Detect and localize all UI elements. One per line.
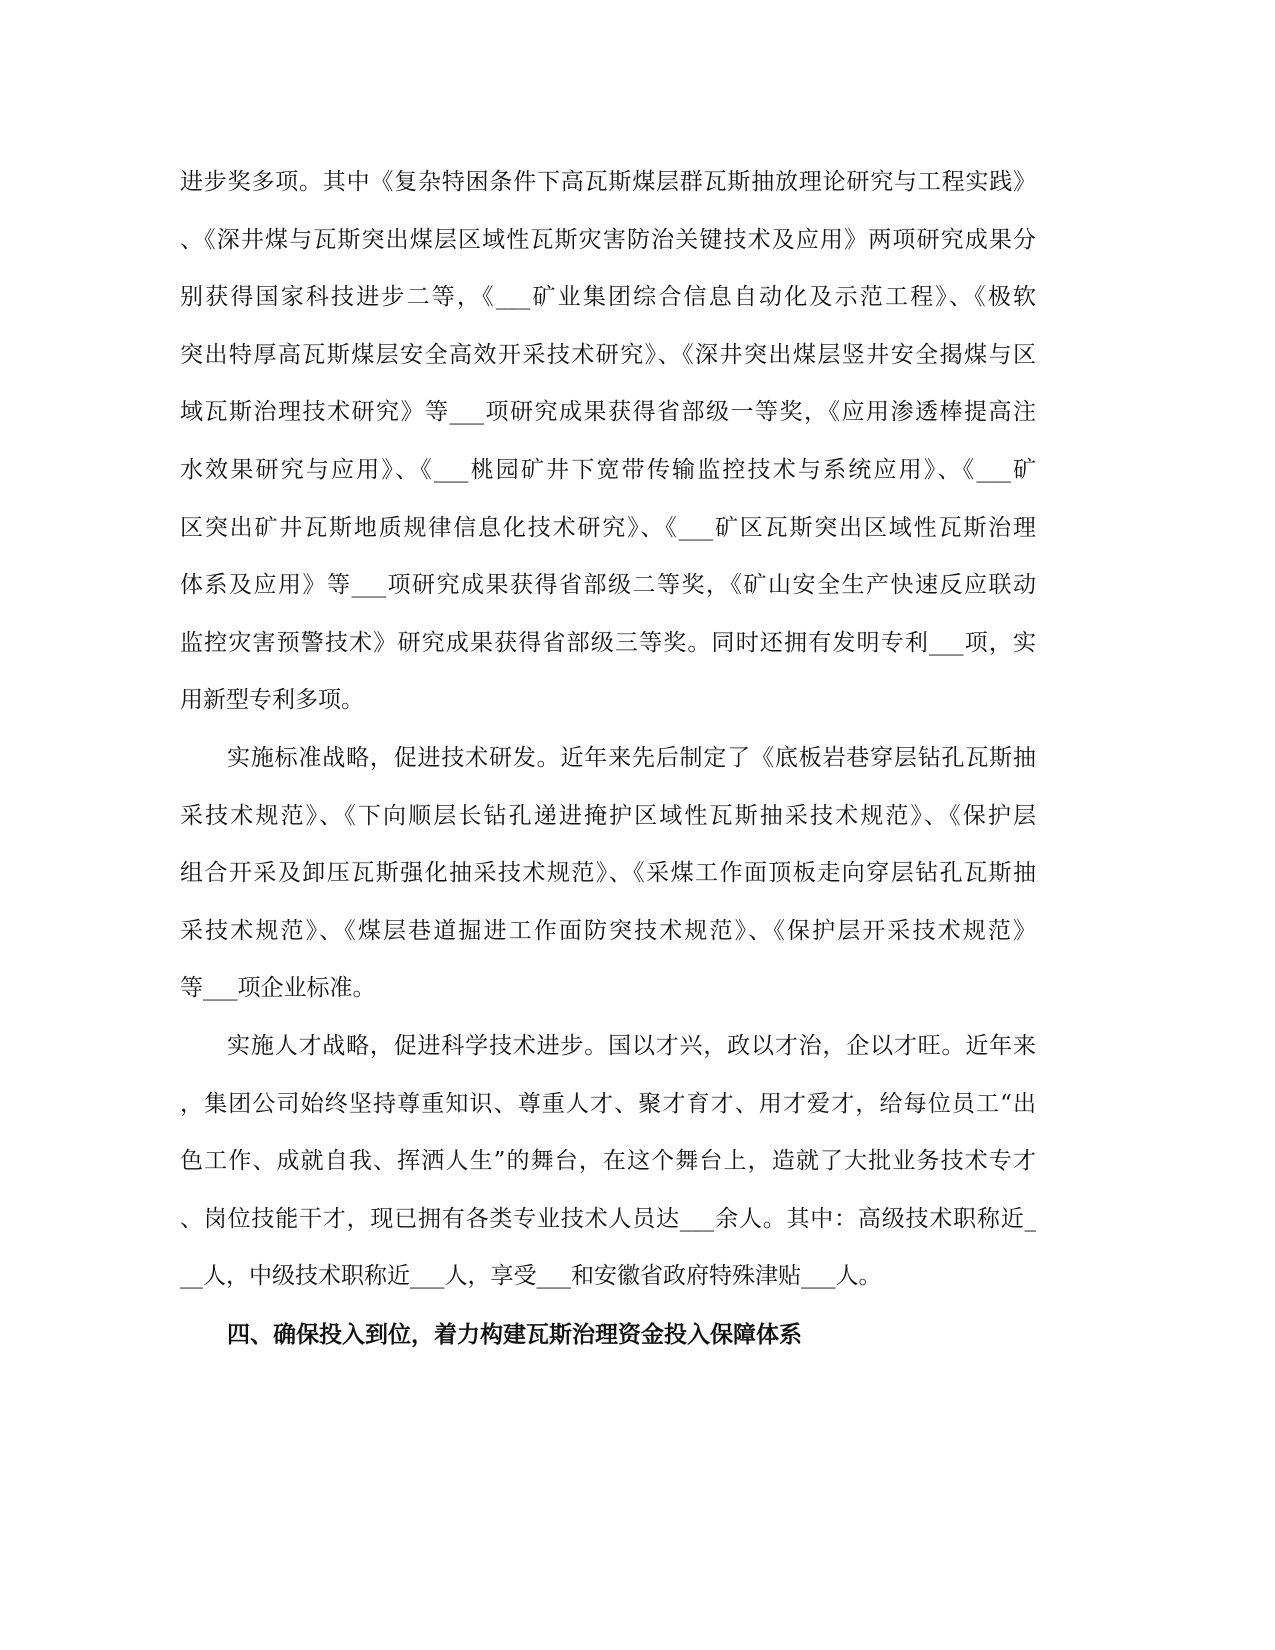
text-line: 进步奖多项。其中《复杂特困条件下高瓦斯煤层群瓦斯抽放理论研究与工程实践》 — [180, 169, 1036, 195]
text-line: 采技术规范》、《下向顺层长钻孔递进掩护区域性瓦斯抽采技术规范》、《保护层 — [180, 802, 1036, 829]
text-line: 突出特厚高瓦斯煤层安全高效开采技术研究》、《深井突出煤层竖井安全揭煤与区 — [180, 341, 1036, 368]
text-line: 实施人才战略，促进科学技术进步。国以才兴，政以才治，企以才旺。近年来 — [227, 1032, 1036, 1059]
text-line: 等___项企业标准。 — [180, 975, 376, 1002]
document-page — [180, 154, 1036, 1363]
text-line: 、《深井煤与瓦斯突出煤层区域性瓦斯灾害防治关键技术及应用》两项研究成果分 — [180, 226, 1036, 253]
paragraph-talent — [180, 1018, 1036, 1306]
text-line: __人，中级技术职称近___人，享受___和安徽省政府特殊津贴___人。 — [180, 1263, 882, 1290]
text-line: 域瓦斯治理技术研究》等___项研究成果获得省部级一等奖，《应用渗透棒提高注 — [180, 399, 1036, 426]
text-line: 、岗位技能干才，现已拥有各类专业技术人员达___余人。其中：高级技术职称近_ — [180, 1205, 1036, 1232]
text-line: 实施标准战略，促进技术研发。近年来先后制定了《底板岩巷穿层钻孔瓦斯抽 — [227, 744, 1036, 771]
paragraph-standards — [180, 730, 1036, 1018]
section-heading: 四、确保投入到位，着力构建瓦斯治理资金投入保障体系 — [227, 1320, 802, 1348]
text-line: 别获得国家科技进步二等，《___矿业集团综合信息自动化及示范工程》、《极软 — [180, 284, 1036, 311]
text-line: 组合开采及卸压瓦斯强化抽采技术规范》、《采煤工作面顶板走向穿层钻孔瓦斯抽 — [180, 860, 1036, 887]
paragraph-awards — [180, 154, 1036, 730]
text-line: 色工作、成就自我、挥洒人生”的舞台，在这个舞台上，造就了大批业务技术专才 — [180, 1148, 1036, 1175]
text-line: 水效果研究与应用》、《___桃园矿井下宽带传输监控技术与系统应用》、《___矿 — [180, 456, 1036, 483]
text-line: 体系及应用》等___项研究成果获得省部级二等奖，《矿山安全生产快速反应联动 — [180, 572, 1036, 599]
text-line: ，集团公司始终坚持尊重知识、尊重人才、聚才育才、用才爱才，给每位员工“出 — [180, 1090, 1036, 1117]
text-line: 监控灾害预警技术》研究成果获得省部级三等奖。同时还拥有发明专利___项，实 — [180, 629, 1036, 656]
text-line: 采技术规范》、《煤层巷道掘进工作面防突技术规范》、《保护层开采技术规范》 — [180, 917, 1036, 944]
text-line: 区突出矿井瓦斯地质规律信息化技术研究》、《___矿区瓦斯突出区域性瓦斯治理 — [180, 514, 1036, 541]
text-line: 用新型专利多项。 — [180, 687, 364, 714]
